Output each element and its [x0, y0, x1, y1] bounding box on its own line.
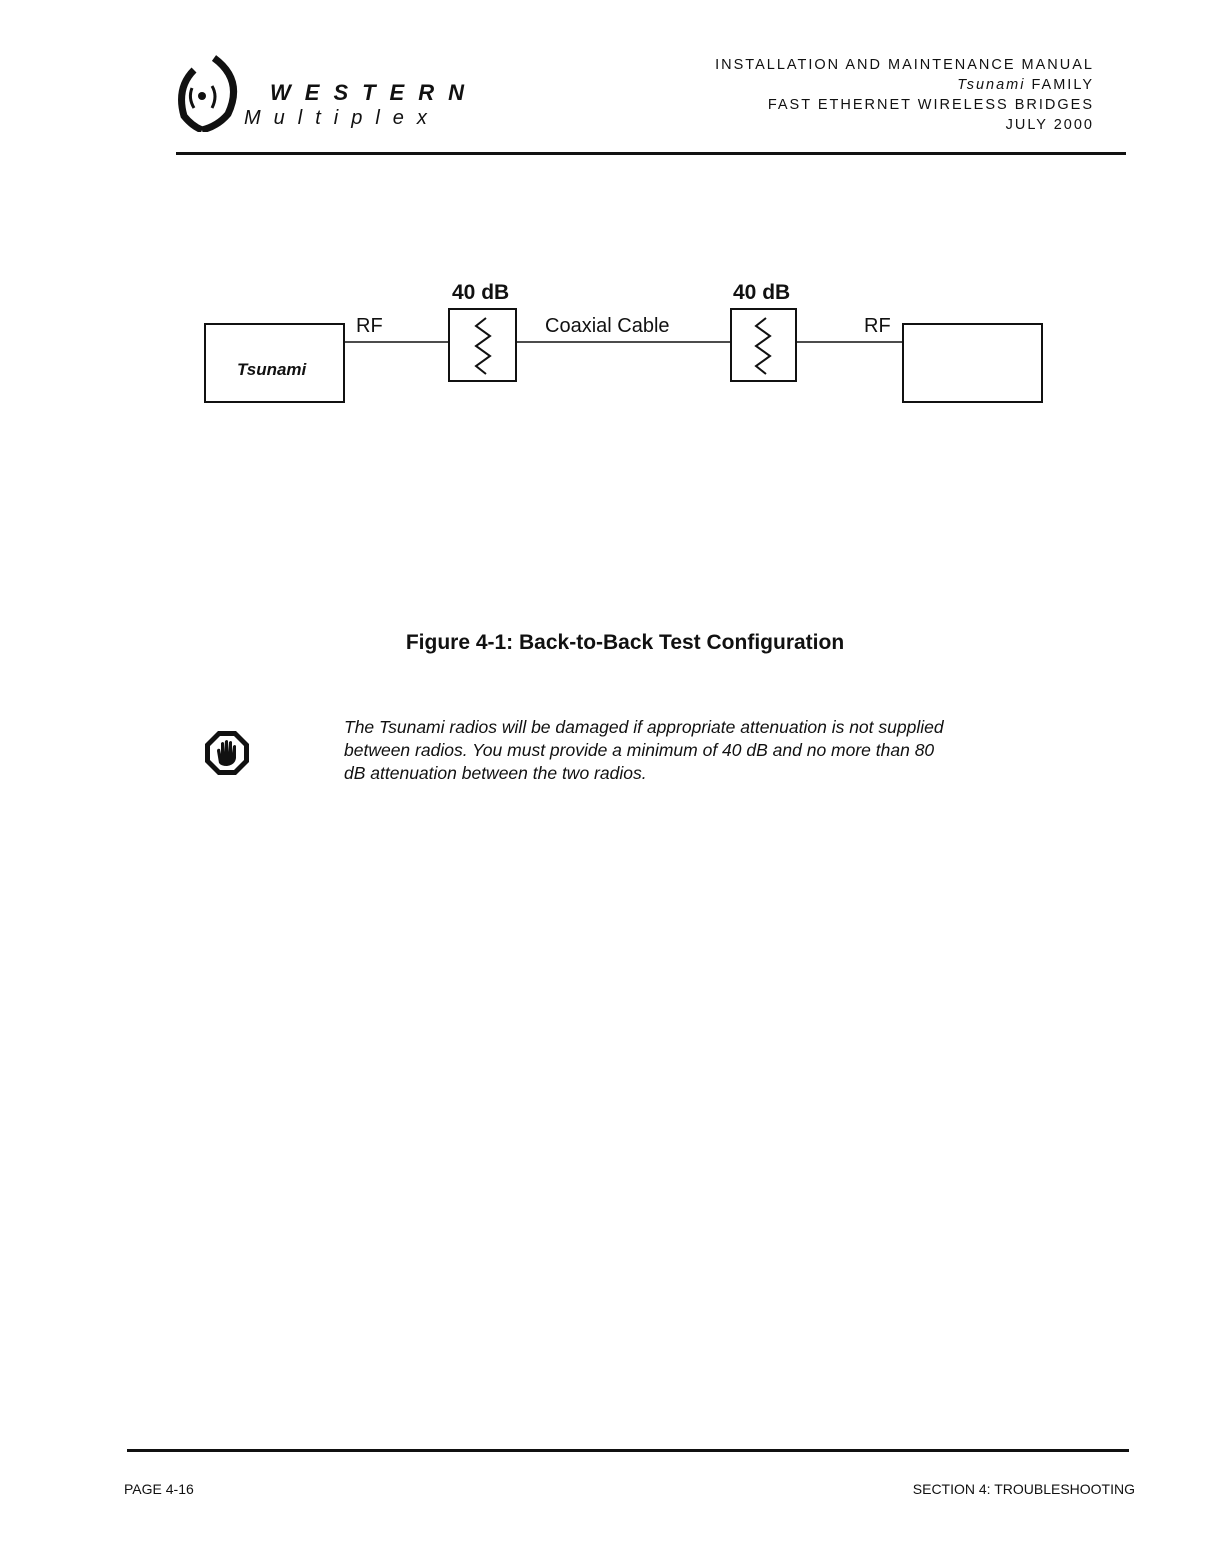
rf-right-label: RF: [864, 315, 891, 337]
logo-word-multiplex: Multiplex: [244, 107, 440, 129]
document-date: JULY 2000: [1005, 117, 1094, 133]
footer-page-number: PAGE 4-16: [124, 1481, 194, 1497]
resistor-left-icon: [476, 318, 490, 374]
product-family-name: Tsunami: [957, 77, 1026, 93]
rf-left-label: RF: [356, 315, 383, 337]
back-to-back-diagram: [0, 0, 1221, 430]
resistor-right-icon: [756, 318, 770, 374]
remote-radio-box: [903, 324, 1042, 402]
attenuator-left-label: 40 dB: [452, 281, 510, 304]
tsunami-device-label: Tsunami: [237, 360, 307, 379]
manual-title: INSTALLATION AND MAINTENANCE MANUAL: [715, 57, 1094, 73]
figure-caption: Figure 4-1: Back-to-Back Test Configuration: [405, 631, 845, 654]
product-line: FAST ETHERNET WIRELESS BRIDGES: [767, 97, 1094, 113]
attenuator-right-label: 40 dB: [733, 281, 791, 304]
product-family-suffix: FAMILY: [1025, 77, 1094, 93]
footer-section: SECTION 4: TROUBLESHOOTING: [912, 1481, 1135, 1497]
logo-word-western: WESTERN: [270, 80, 478, 105]
warning-text: The Tsunami radios will be damaged if appropriate attenuation is not supplied between radios. You must provide a minimum of 40 dB and no more than 80 dB attenuation between the two radios.: [344, 717, 944, 783]
footer-rule: [127, 1449, 1129, 1452]
coaxial-cable-label: Coaxial Cable: [545, 315, 670, 337]
stop-hand-icon: [203, 729, 251, 777]
